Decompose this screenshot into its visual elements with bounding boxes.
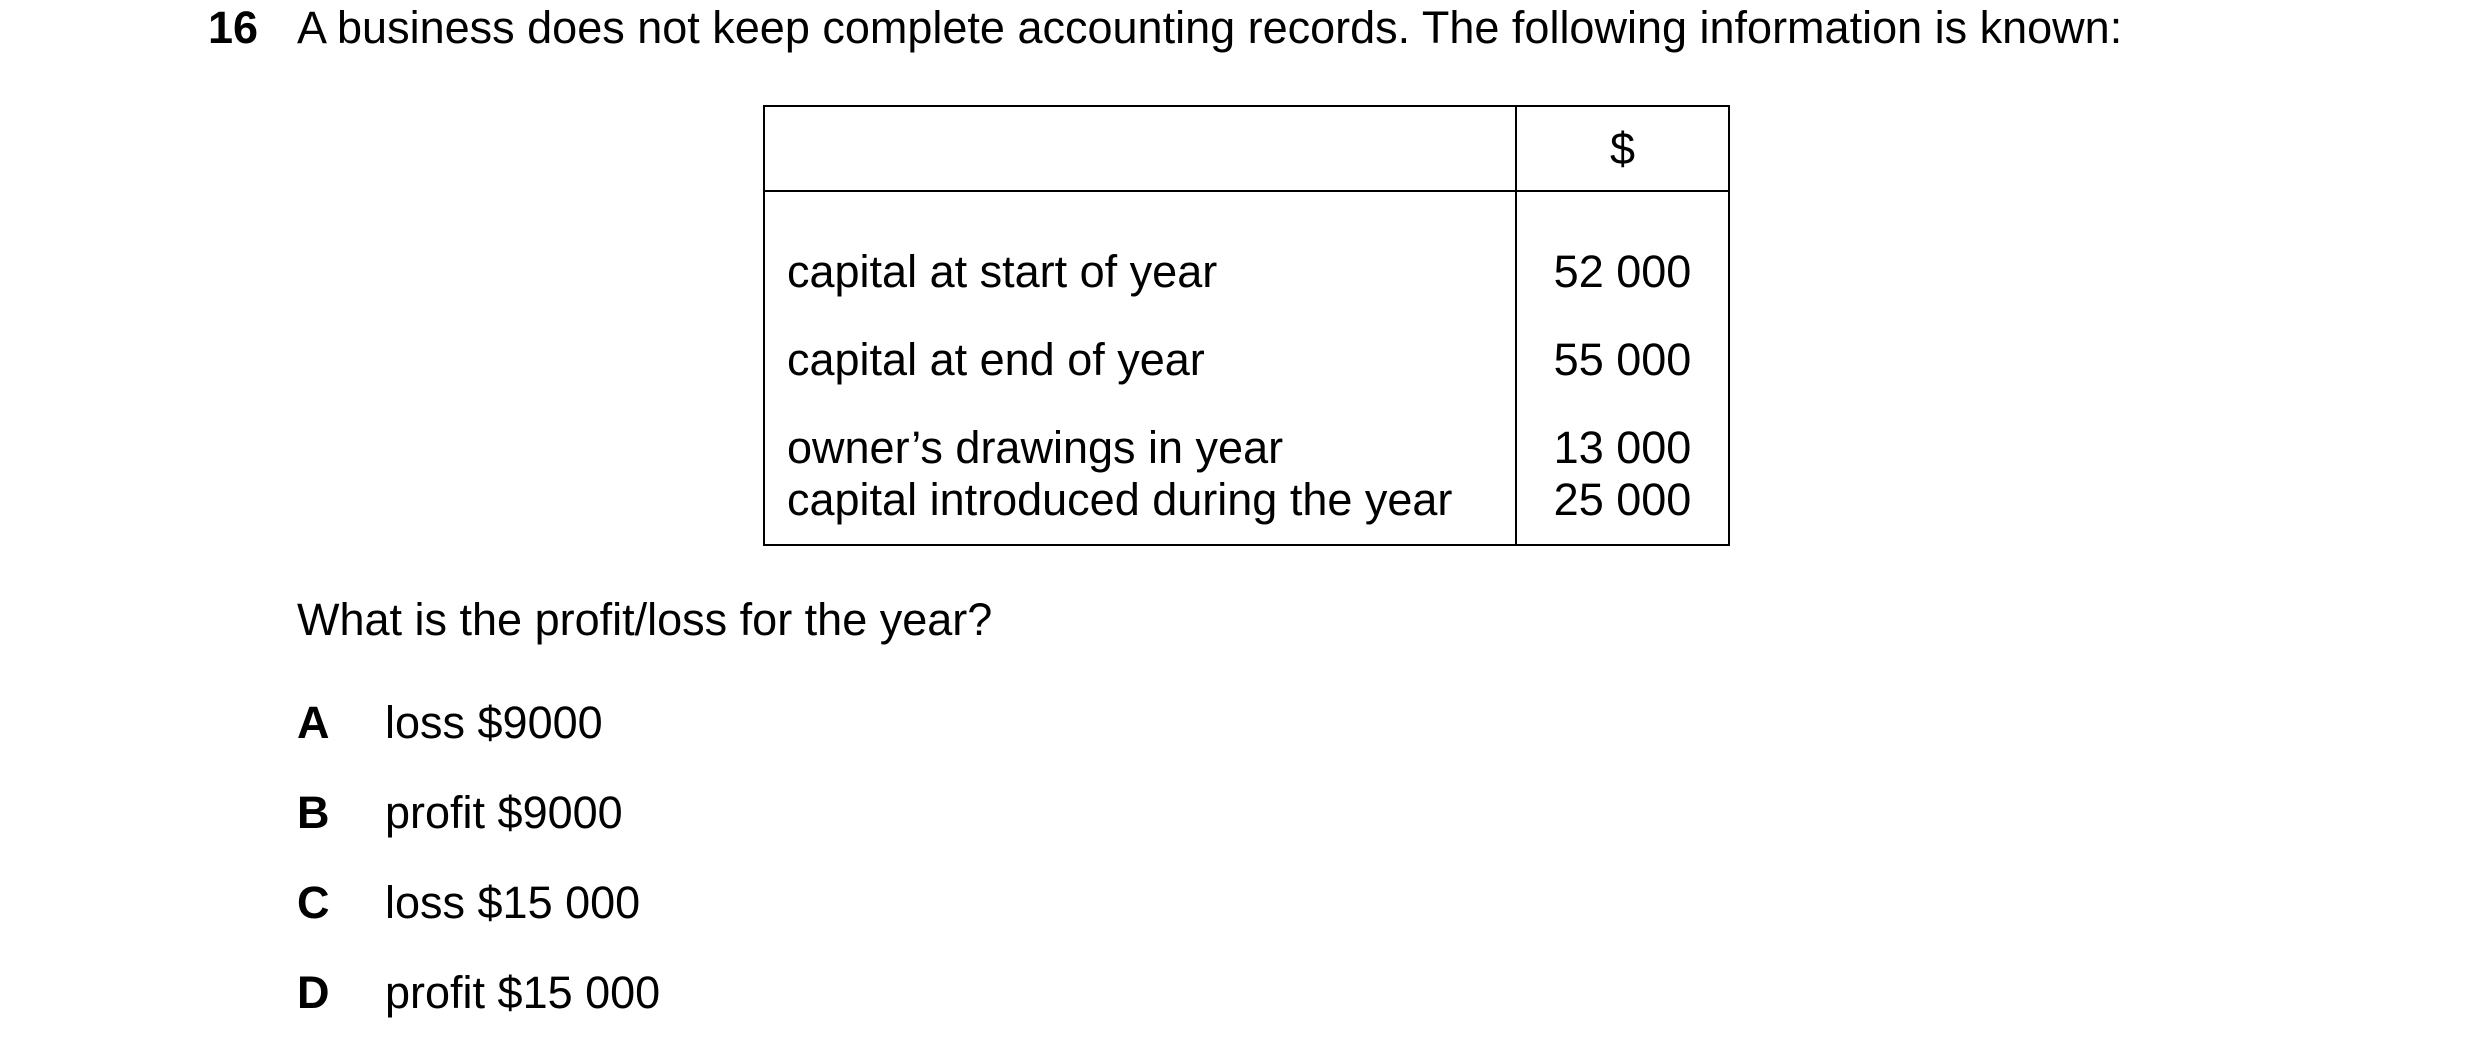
- table-row: [764, 191, 1729, 298]
- option-c[interactable]: [297, 877, 660, 967]
- option-text: profit $15 000: [385, 967, 661, 1018]
- table-header-row: [764, 106, 1729, 191]
- question-stem: A business does not keep complete accounting records. The following information is known:: [297, 2, 2123, 53]
- option-text: loss $15 000: [385, 877, 641, 928]
- option-d[interactable]: [297, 967, 660, 1057]
- row-value: 25 000: [1516, 474, 1729, 545]
- row-label: owner’s drawings in year: [764, 386, 1516, 474]
- table-header-label: [764, 106, 1516, 191]
- row-value: 52 000: [1516, 191, 1729, 298]
- option-letter: B: [297, 787, 330, 838]
- table-row: [764, 386, 1729, 474]
- answer-options: [297, 697, 660, 1057]
- row-value: 55 000: [1516, 298, 1729, 386]
- question-number: 16: [208, 2, 259, 53]
- row-label: capital at end of year: [764, 298, 1516, 386]
- option-letter: A: [297, 697, 330, 748]
- option-text: profit $9000: [385, 787, 623, 838]
- row-label: capital at start of year: [764, 191, 1516, 298]
- row-value: 13 000: [1516, 386, 1729, 474]
- option-a[interactable]: [297, 697, 660, 787]
- option-letter: D: [297, 967, 330, 1018]
- information-table: [763, 105, 1730, 546]
- row-label: capital introduced during the year: [764, 474, 1516, 545]
- question-prompt: What is the profit/loss for the year?: [297, 594, 993, 645]
- option-b[interactable]: [297, 787, 660, 877]
- table-row: [764, 298, 1729, 386]
- table-header-currency: $: [1516, 106, 1729, 191]
- option-text: loss $9000: [385, 697, 603, 748]
- option-letter: C: [297, 877, 330, 928]
- table-row: [764, 474, 1729, 545]
